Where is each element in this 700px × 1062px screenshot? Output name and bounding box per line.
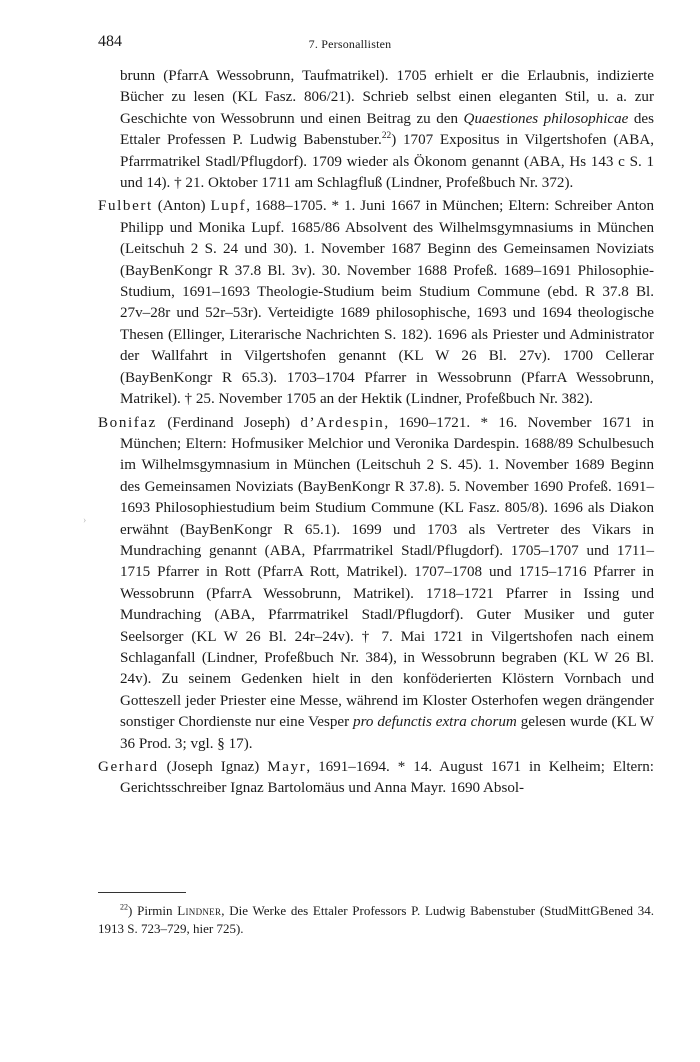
footnote-number: 22	[120, 902, 129, 912]
entry-religious-name: Bonifaz	[98, 414, 157, 431]
entry-continuation	[98, 66, 654, 194]
entry-italic-title: Quaestiones philosophicae	[463, 110, 629, 127]
entry-fulbert-lupf	[98, 196, 654, 410]
entry-baptismal-name: (Joseph Ignaz)	[158, 759, 268, 775]
footnote-text: ) Pirmin	[128, 903, 178, 918]
page-number: 484	[98, 33, 122, 50]
page-body	[98, 66, 654, 802]
footnote-text: , Die Werke des Ettaler Professors P. Ludwig Babenstuber (StudMittGBened 34. 1913 S. 723–729, hier 725).	[98, 903, 654, 936]
footnote-author: Lindner	[177, 903, 222, 918]
entry-surname: Lupf	[210, 198, 247, 215]
entry-surname: Mayr	[267, 759, 307, 775]
entry-text: brunn (PfarrA Wessobrunn, Taufmatrikel). 1705 erhielt er die Erlaubnis, indizierte Bücher zu lesen (KL Fasz. 806/21). Schrieb selbst einen eleganten Stil, u. a. zur Geschichte von Wessobrunn und einen Beitrag zu den	[120, 68, 654, 127]
entry-text: , 1688–1705. * 1. Juni 1667 in München; Eltern: Schreiber Anton Philipp und Monika Lupf. 1685/86 Absolvent des Wilhelmsgymnasiums in München (Leitschuh 2 S. 24 und 30). 1. November 1687 Beginn des Gemeinsamen Noviziats (BayBenKongr R 37.8 Bl. 3v). 30. November 1688 Profeß. 1689–1691 Philosophie-Studium, 1691–1693 Theologie-Studium beim Studium Commune (ebd. R 37.8 Bl. 27v–28r und 52r–53r). Verteidigte 1689 philosophische, 1693 und 1694 theologische Thesen (Ellinger, Literarische Nachrichten S. 182). 1696 als Priester und Administrator der Wallfahrt in Vilgertshofen genannt (KL W 26 Bl. 27v). 1700 Cellerar (BayBenKongr R 65.3). 1703–1704 Pfarrer in Wessobrunn (PfarrA Wessobrunn, Matrikel). † 25. November 1705 an der Hektik (Lindner, Profeßbuch Nr. 382).	[120, 198, 654, 408]
entry-baptismal-name: (Anton)	[152, 198, 211, 215]
footnote-rule	[98, 892, 186, 893]
running-head: 7. Personallisten	[308, 37, 392, 51]
entry-text: , 1690–1721. * 16. November 1671 in München; Eltern: Hofmusiker Melchior und Veronika Dardespin. 1688/89 Schulbesuch im Wilhelmsgymnasium in München (Leitschuh 2 S. 45). 1. November 1689 Beginn des Gemeinsamen Noviziats (BayBenKongr R 37.8). 5. November 1690 Profeß. 1691–1693 Philosophiestudium beim Studium Commune (KL Fasz. 805/8). 1696 als Diakon erwähnt (BayBenKongr R 65.1). 1699 und 1703 als Vertreter des Vikars in Mundraching genannt (ABA, Pfarrmatrikel Stadl/Pflugdorf). 1705–1707 und 1711–1715 Pfarrer in Rott (PfarrA Rott, Matrikel). 1707–1708 und 1715–1716 Pfarrer in Wessobrunn (PfarrA Wessobrunn, Matrikel). 1718–1721 Pfarrer in Issing und Mundraching (ABA, Pfarrmatrikel Stadl/Pflugdorf). Guter Musiker und guter Seelsorger (KL W 26 Bl. 24r–24v). † 7. Mai 1721 in Vilgertshofen nach einem Schlaganfall (Lindner, Profeßbuch Nr. 384), in Wessobrunn begraben (KL W 26 Bl. 24v). Zu seinem Gedenken hielt in den konföderierten Klöstern Vornbach und Gotteszell jeder Priester eine Messe, während im Kloster Osterhofen wegen drängender sonstiger Chordienste nur eine Vesper	[120, 414, 654, 731]
margin-mark: ›	[83, 515, 87, 526]
entry-text: gelesen wurde (KL W 36 Prod. 3; vgl. § 17).	[120, 714, 654, 752]
footnote-reference: 22	[381, 131, 392, 142]
entry-gerhard-mayr	[98, 757, 654, 800]
entry-text: ) 1707 Expositus in Vilgertshofen (ABA, Pfarrmatrikel Stadl/Pflugdorf). 1709 wieder als Ökonom genannt (ABA, Hs 143 c S. 1 und 14). † 21. Oktober 1711 am Schlagfluß (Lindner, Profeßbuch Nr. 372).	[120, 132, 654, 192]
entry-text: des Ettaler Professen P. Ludwig Babenstuber.	[120, 110, 654, 149]
entry-italic-phrase: pro defunctis extra chorum	[353, 714, 517, 731]
entry-religious-name: Fulbert	[98, 198, 153, 215]
entry-surname: d’Ardespin	[300, 414, 385, 431]
entry-baptismal-name: (Ferdinand Joseph)	[156, 414, 301, 431]
footnote	[98, 902, 654, 938]
entry-bonifaz-dardespin	[98, 413, 654, 756]
entry-text: , 1691–1694. * 14. August 1671 in Kelheim; Eltern: Gerichtsschreiber Ignaz Bartolomäus und Anna Mayr. 1690 Absol-	[120, 759, 654, 797]
entry-religious-name: Gerhard	[98, 759, 159, 775]
